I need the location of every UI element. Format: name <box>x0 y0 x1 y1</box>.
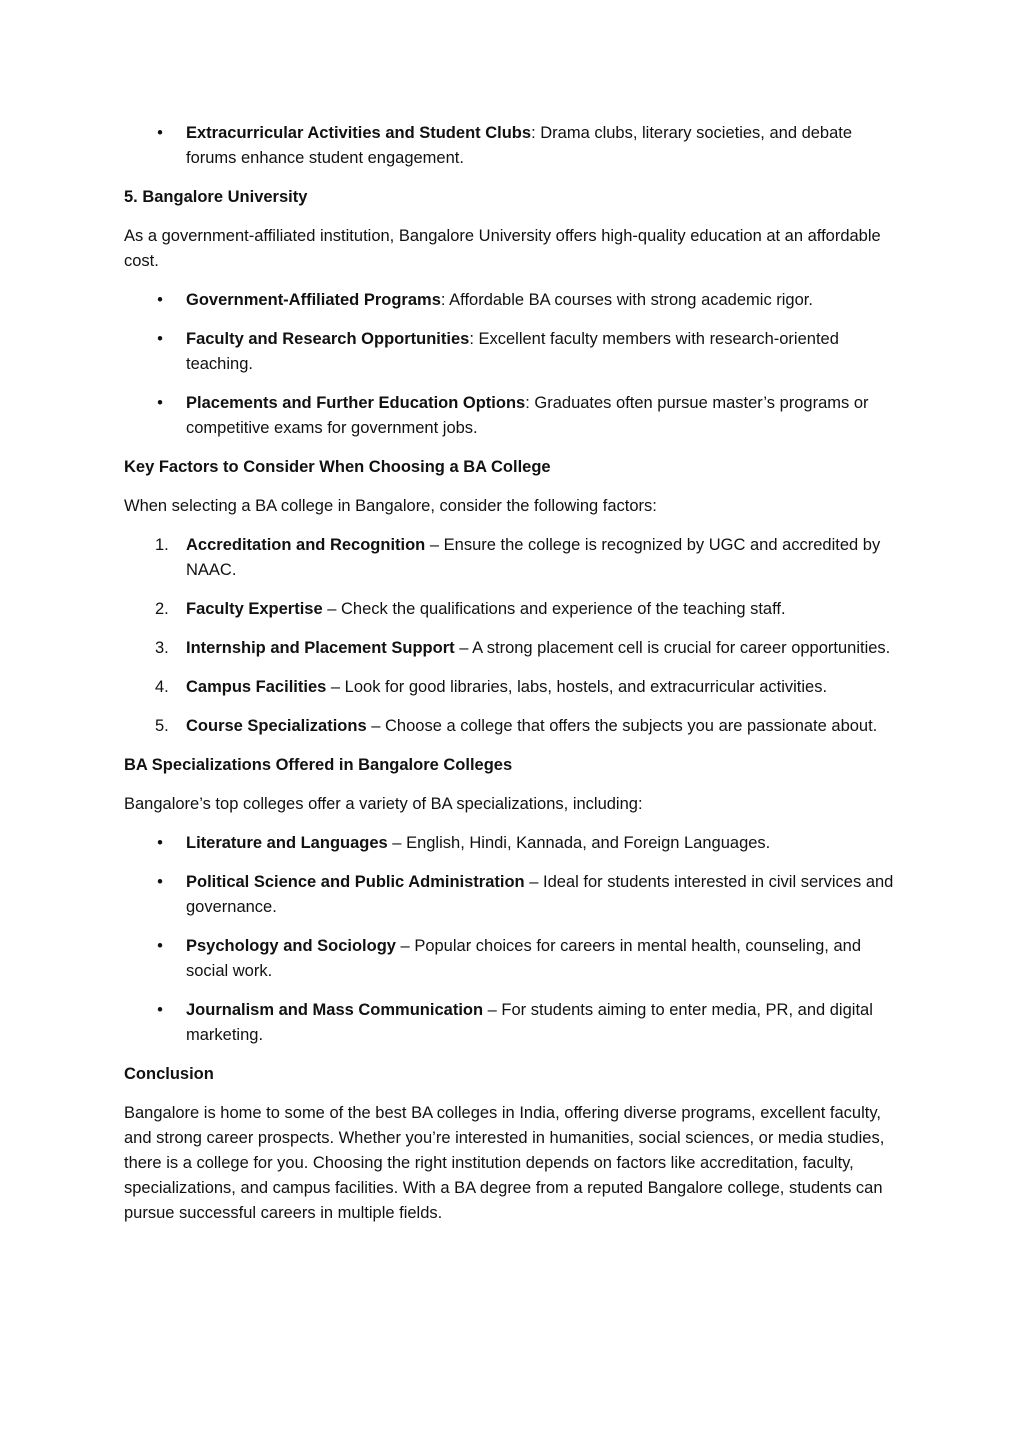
bullet-icon: • <box>157 834 163 852</box>
list-item-separator: : <box>531 124 541 142</box>
list-item-term: Literature and Languages <box>186 834 388 852</box>
list-item <box>124 636 894 661</box>
list-item-term: Internship and Placement Support <box>186 639 455 657</box>
bullet-icon: • <box>157 330 163 348</box>
list-item-text: A strong placement cell is crucial for career opportunities. <box>472 639 891 657</box>
list-item-separator: – <box>326 678 345 696</box>
list-item-separator: – <box>366 717 385 735</box>
list-item-text: Popular choices for careers in mental health, counseling, and social work. <box>186 937 862 980</box>
list-item-term: Extracurricular Activities and Student Clubs <box>186 124 532 142</box>
list-item-separator: : <box>440 291 450 309</box>
list-item-text: For students aiming to enter media, PR, and digital marketing. <box>186 1001 873 1044</box>
intro-bullet-list <box>124 121 894 171</box>
list-item-text: Drama clubs, literary societies, and debate forums enhance student engagement. <box>186 124 853 167</box>
section-heading-key-factors: Key Factors to Consider When Choosing a BA College <box>124 458 551 476</box>
specializations-bullet-list <box>124 831 894 1048</box>
list-item-text: Check the qualifications and experience of the teaching staff. <box>341 600 786 618</box>
list-item-separator: – <box>454 639 473 657</box>
list-item-separator: – <box>387 834 407 852</box>
list-item <box>124 327 894 377</box>
list-item <box>124 121 894 171</box>
list-item-text: Ideal for students interested in civil services and governance. <box>186 873 894 916</box>
list-item <box>124 934 894 984</box>
list-item <box>124 831 894 856</box>
section-paragraph: When selecting a BA college in Bangalore, consider the following factors: <box>124 497 657 515</box>
list-item-text: English, Hindi, Kannada, and Foreign Languages. <box>406 834 771 852</box>
list-item <box>124 597 894 622</box>
list-item-number: 4. <box>155 678 169 696</box>
list-item-term: Faculty and Research Opportunities <box>186 330 470 348</box>
list-item-separator: : <box>469 330 479 348</box>
list-item-text: Affordable BA courses with strong academic rigor. <box>449 291 813 309</box>
list-item-separator: : <box>525 394 535 412</box>
list-item-separator: – <box>524 873 543 891</box>
list-item-term: Placements and Further Education Options <box>186 394 526 412</box>
list-item-number: 1. <box>155 536 169 554</box>
list-item-number: 5. <box>155 717 169 735</box>
list-item-term: Psychology and Sociology <box>186 937 396 955</box>
list-item-text: Excellent faculty members with research-oriented teaching. <box>186 330 839 373</box>
bangalore-university-bullet-list <box>124 288 894 441</box>
list-item-term: Political Science and Public Administration <box>186 873 525 891</box>
section-paragraph: As a government-affiliated institution, Bangalore University offers high-quality education at an affordable cost. <box>124 227 881 270</box>
list-item-separator: – <box>322 600 341 618</box>
bullet-icon: • <box>157 291 163 309</box>
list-item-separator: – <box>483 1001 502 1019</box>
bullet-icon: • <box>157 873 163 891</box>
document-page <box>124 121 894 1240</box>
list-item <box>124 288 894 313</box>
list-item-term: Campus Facilities <box>186 678 327 696</box>
list-item-separator: – <box>395 937 415 955</box>
list-item-term: Course Specializations <box>186 717 367 735</box>
list-item-number: 2. <box>155 600 169 618</box>
conclusion-paragraph: Bangalore is home to some of the best BA colleges in India, offering diverse programs, excellent faculty, and strong career prospects. Whether you’re interested in humanities, social sciences, or media studies, there is a college for you. Choosing the right institution depends on factors like accreditation, faculty, specializations, and campus facilities. With a BA degree from a reputed Bangalore college, students can pursue successful careers in multiple fields. <box>124 1104 885 1222</box>
list-item-number: 3. <box>155 639 169 657</box>
bullet-icon: • <box>157 124 163 142</box>
list-item-separator: – <box>425 536 444 554</box>
list-item-text: Look for good libraries, labs, hostels, and extracurricular activities. <box>344 678 828 696</box>
bullet-icon: • <box>157 937 163 955</box>
list-item-term: Faculty Expertise <box>186 600 323 618</box>
list-item-text: Ensure the college is recognized by UGC and accredited by NAAC. <box>186 536 881 579</box>
list-item <box>124 675 894 700</box>
list-item <box>124 391 894 441</box>
list-item-term: Journalism and Mass Communication <box>186 1001 484 1019</box>
list-item-term: Accreditation and Recognition <box>186 536 426 554</box>
list-item <box>124 870 894 920</box>
key-factors-numbered-list <box>124 533 894 739</box>
list-item-text: Choose a college that offers the subjects you are passionate about. <box>385 717 878 735</box>
section-heading-specializations: BA Specializations Offered in Bangalore Colleges <box>124 756 513 774</box>
section-paragraph: Bangalore’s top colleges offer a variety of BA specializations, including: <box>124 795 643 813</box>
section-heading-bangalore-university: 5. Bangalore University <box>124 188 308 206</box>
list-item <box>124 998 894 1048</box>
bullet-icon: • <box>157 1001 163 1019</box>
list-item <box>124 714 894 739</box>
section-heading-conclusion: Conclusion <box>124 1065 214 1083</box>
bullet-icon: • <box>157 394 163 412</box>
list-item-text: Graduates often pursue master’s programs or competitive exams for government jobs. <box>186 394 869 437</box>
list-item <box>124 533 894 583</box>
list-item-term: Government-Affiliated Programs <box>186 291 441 309</box>
